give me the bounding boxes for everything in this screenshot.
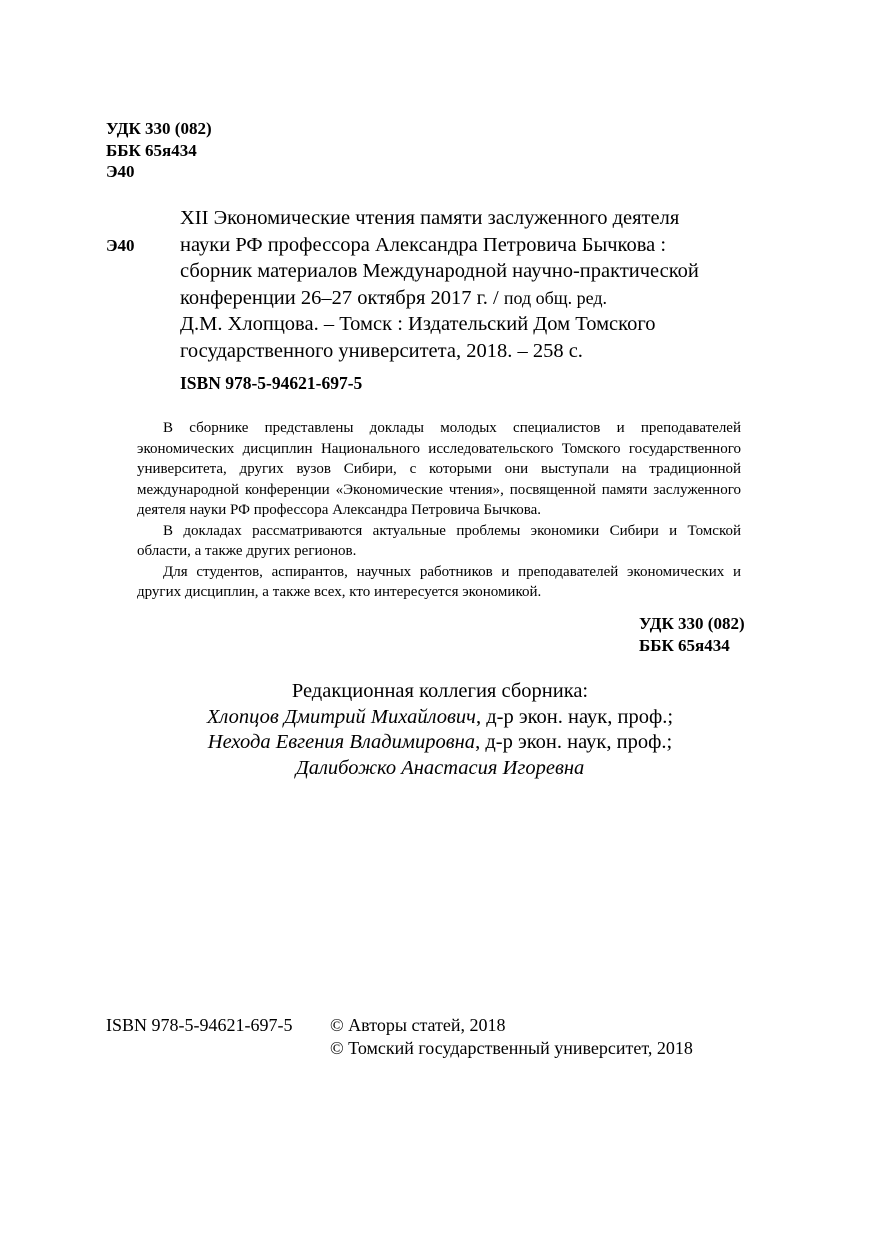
abstract-paragraph: В сборнике представлены доклады молодых специалистов и преподавателей экономических дисциплин Национального исследовательского Томского государственного университета, других вузов Сибири, с которыми они выступали на традиционной международной конференции «Экономические чтения», посвященной памяти заслуженного деятеля науки РФ профессора Александра Петровича Бычкова. <box>137 420 741 518</box>
entry-line: науки РФ профессора Александра Петровича Бычкова : <box>180 233 667 256</box>
entry-line: сборник материалов Международной научно-практической <box>180 260 699 282</box>
board-member <box>190 705 690 731</box>
entry-side-code: Э40 <box>106 236 135 255</box>
author-sign: Э40 <box>106 162 135 181</box>
entry-line <box>180 285 699 312</box>
board-member-name: Далибожко Анастасия Игоревна <box>295 756 585 779</box>
board-member-title: , д-р экон. наук, проф.; <box>475 705 674 728</box>
isbn-main: ISBN 978-5-94621-697-5 <box>180 373 363 393</box>
board-member-title: , д-р экон. наук, проф.; <box>475 731 673 753</box>
board-member-name: Хлопцов Дмитрий Михайлович <box>206 705 476 728</box>
bbk-code: ББК 65я434 <box>106 140 197 160</box>
copyright-line: © Авторы статей, 2018 <box>330 1015 506 1035</box>
abstract <box>137 418 741 603</box>
editorial-board <box>190 679 690 781</box>
catalog-codes-top <box>106 118 212 183</box>
board-member <box>190 756 690 782</box>
board-member-name: Нехода Евгения Владимировна <box>207 731 476 753</box>
bbk-code-right: ББК 65я434 <box>639 636 730 655</box>
entry-line: государственного университета, 2018. – 258 с. <box>180 339 583 362</box>
udk-code-right: УДК 330 (082) <box>639 614 745 633</box>
footer-copyrights <box>330 1014 693 1059</box>
board-member <box>190 730 690 756</box>
entry-line-editor: под общ. ред. <box>503 287 608 308</box>
copyright-line: © Томский государственный университет, 2018 <box>330 1037 693 1058</box>
entry-line: XII Экономические чтения памяти заслуженного деятеля <box>180 207 680 229</box>
board-heading: Редакционная коллегия сборника: <box>291 680 589 702</box>
abstract-paragraph: В докладах рассматриваются актуальные проблемы экономики Сибири и Томской области, а также других регионов. <box>137 522 741 559</box>
bibliographic-entry <box>180 205 699 364</box>
udk-code: УДК 330 (082) <box>106 119 212 138</box>
footer-isbn: ISBN 978-5-94621-697-5 <box>106 1015 293 1035</box>
entry-line: Д.М. Хлопцова. – Томск : Издательский Дом Томского <box>180 313 656 335</box>
catalog-codes-right <box>639 613 745 657</box>
abstract-paragraph: Для студентов, аспирантов, научных работников и преподавателей экономических и других дисциплин, а также всех, кто интересуется экономикой. <box>137 563 741 600</box>
entry-line-main: конференции 26–27 октября 2017 г. / <box>180 286 504 309</box>
